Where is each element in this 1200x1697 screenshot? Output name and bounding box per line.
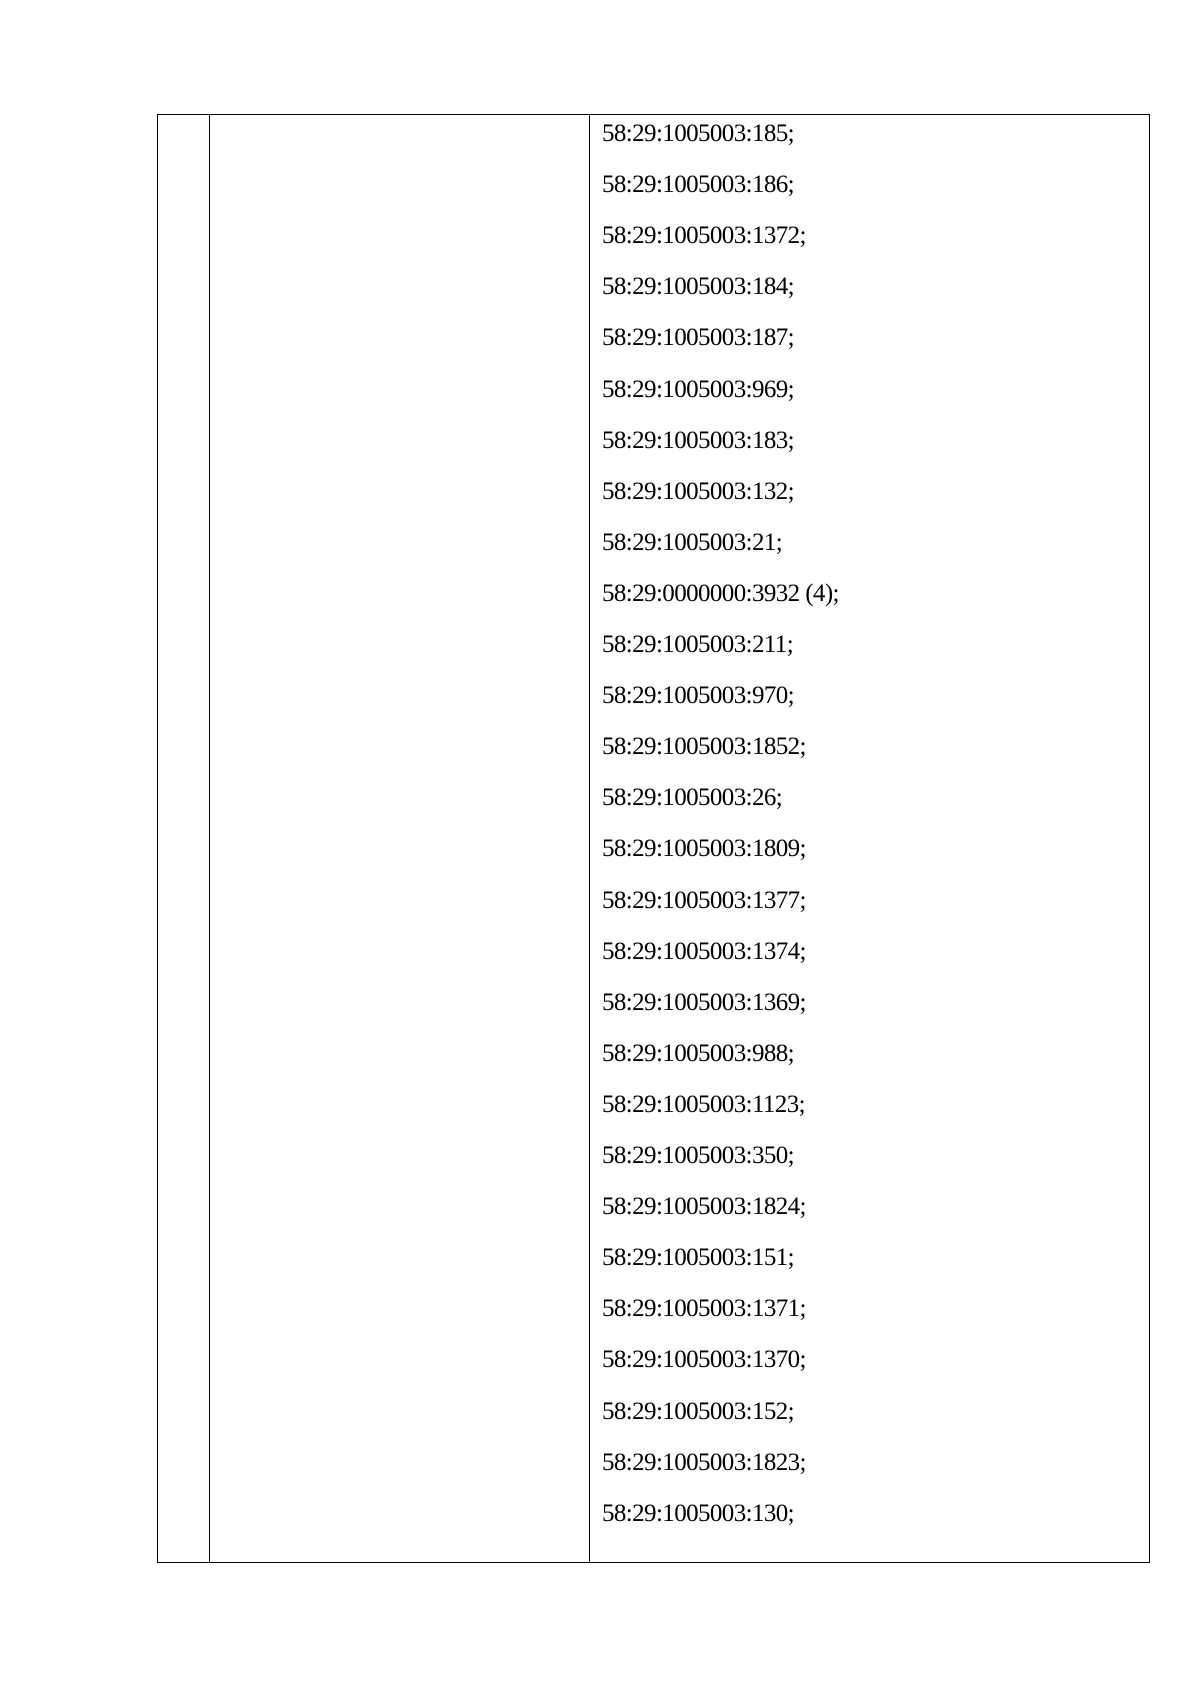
cadastral-number: 58:29:1005003:1809;: [602, 835, 806, 863]
cadastral-number: 58:29:1005003:970;: [602, 682, 794, 710]
cadastral-number: 58:29:1005003:1824;: [602, 1193, 806, 1221]
cadastral-number: 58:29:0000000:3932 (4);: [602, 579, 839, 607]
cadastral-number: 58:29:1005003:132;: [602, 477, 794, 505]
cadastral-number: 58:29:1005003:152;: [602, 1397, 794, 1425]
cadastral-numbers-cell: [590, 115, 1149, 1562]
cadastral-number: 58:29:1005003:350;: [602, 1142, 794, 1169]
row-number-cell: [158, 115, 209, 1562]
cadastral-number: 58:29:1005003:1371;: [602, 1295, 806, 1323]
cadastral-number: 58:29:1005003:1377;: [602, 886, 806, 914]
cadastral-number: 58:29:1005003:1123;: [602, 1090, 805, 1118]
cadastral-number: 58:29:1005003:185;: [602, 120, 794, 147]
cadastral-number: 58:29:1005003:151;: [602, 1244, 794, 1272]
cadastral-number: 58:29:1005003:1372;: [602, 222, 806, 250]
object-name-cell: [210, 115, 589, 1562]
cadastral-number: 58:29:1005003:1370;: [602, 1346, 806, 1374]
cadastral-number: 58:29:1005003:187;: [602, 324, 794, 352]
cadastral-number: 58:29:1005003:1369;: [602, 988, 806, 1016]
cadastral-number: 58:29:1005003:1852;: [602, 733, 806, 761]
cadastral-number: 58:29:1005003:130;: [602, 1499, 794, 1527]
cadastral-number: 58:29:1005003:988;: [602, 1039, 794, 1067]
cadastral-number: 58:29:1005003:1374;: [602, 937, 806, 965]
document-table: [157, 114, 1150, 1563]
cadastral-number: 58:29:1005003:21;: [602, 528, 783, 556]
cadastral-number: 58:29:1005003:1823;: [602, 1448, 806, 1476]
cadastral-number: 58:29:1005003:184;: [602, 273, 794, 301]
cadastral-number: 58:29:1005003:969;: [602, 375, 794, 403]
cadastral-number: 58:29:1005003:26;: [602, 784, 783, 812]
cadastral-number: 58:29:1005003:186;: [602, 171, 794, 199]
cadastral-number: 58:29:1005003:211;: [602, 631, 794, 658]
cadastral-number: 58:29:1005003:183;: [602, 426, 794, 454]
